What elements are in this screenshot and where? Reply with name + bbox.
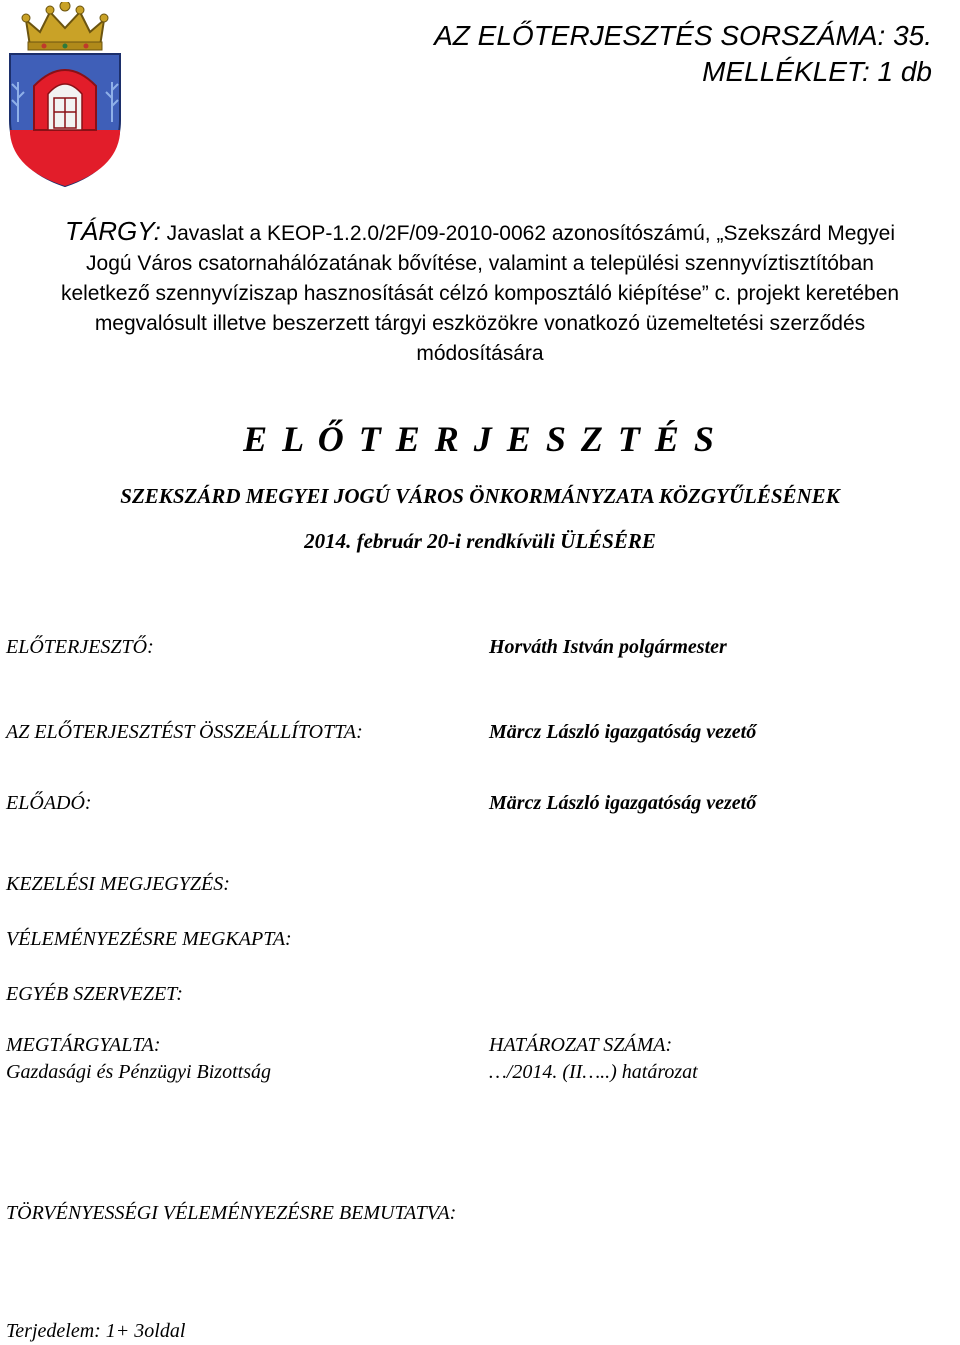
- compiled-by-value: Märcz László igazgatóság vezető: [489, 721, 757, 743]
- council-name: SZEKSZÁRD MEGYEI JOGÚ VÁROS ÖNKORMÁNYZATA KÖZGYŰLÉSÉNEK: [120, 484, 840, 508]
- presenter-value: Märcz László igazgatóság vezető: [489, 792, 757, 814]
- submitter-label: ELŐTERJESZTŐ:: [6, 636, 154, 658]
- coat-of-arms-logo: [4, 2, 126, 188]
- submitter-value: Horváth István polgármester: [489, 636, 727, 658]
- subject-label: TÁRGY:: [64, 216, 161, 246]
- subject-text-1: Javaslat a KEOP-1.2.0/2F/09-2010-0062 azonosítószámú, „Szekszárd Megyei: [160, 222, 896, 245]
- subject-line-3: keletkező szennyvíziszap hasznosítását célzó komposztáló kiépítése” c. projekt keretében: [60, 282, 900, 305]
- submission-number: AZ ELŐTERJESZTÉS SORSZÁMA: 35.: [434, 20, 932, 51]
- subject-line-2: Jogú Város csatornahálózatának bővítése, valamint a települési szennyvíztisztítóban: [86, 252, 874, 275]
- document-title: E L Ő T E R J E S Z T É S: [243, 419, 717, 459]
- meeting-date: 2014. február 20-i rendkívüli ÜLÉSÉRE: [304, 529, 656, 553]
- legality-review-label: TÖRVÉNYESSÉGI VÉLEMÉNYEZÉSRE BEMUTATVA:: [6, 1202, 457, 1224]
- resolution-number-value: …/2014. (II…..) határozat: [489, 1061, 698, 1083]
- subject-line-4: megvalósult illetve beszerzett tárgyi eszközökre vonatkozó üzemeltetési szerződés: [94, 312, 866, 335]
- other-organization-label: EGYÉB SZERVEZET:: [6, 983, 183, 1005]
- discussed-by-value: Gazdasági és Pénzügyi Bizottság: [6, 1061, 271, 1083]
- presenter-label: ELŐADÓ:: [6, 792, 92, 814]
- compiled-by-label: AZ ELŐTERJESZTÉST ÖSSZEÁLLÍTOTTA:: [6, 721, 363, 743]
- attachment-count: MELLÉKLET: 1 db: [702, 56, 932, 87]
- subject-line-5: módosítására: [416, 342, 544, 365]
- subject-line-1: [0, 216, 960, 249]
- opinion-received-label: VÉLEMÉNYEZÉSRE MEGKAPTA:: [6, 928, 292, 950]
- page-count-label: Terjedelem: 1+ 3oldal: [6, 1320, 186, 1342]
- subject-block: [0, 216, 960, 369]
- handling-note-label: KEZELÉSI MEGJEGYZÉS:: [6, 873, 230, 895]
- discussed-by-label: MEGTÁRGYALTA:: [6, 1034, 161, 1056]
- crown-icon: [22, 2, 108, 50]
- resolution-number-label: HATÁROZAT SZÁMA:: [489, 1034, 673, 1056]
